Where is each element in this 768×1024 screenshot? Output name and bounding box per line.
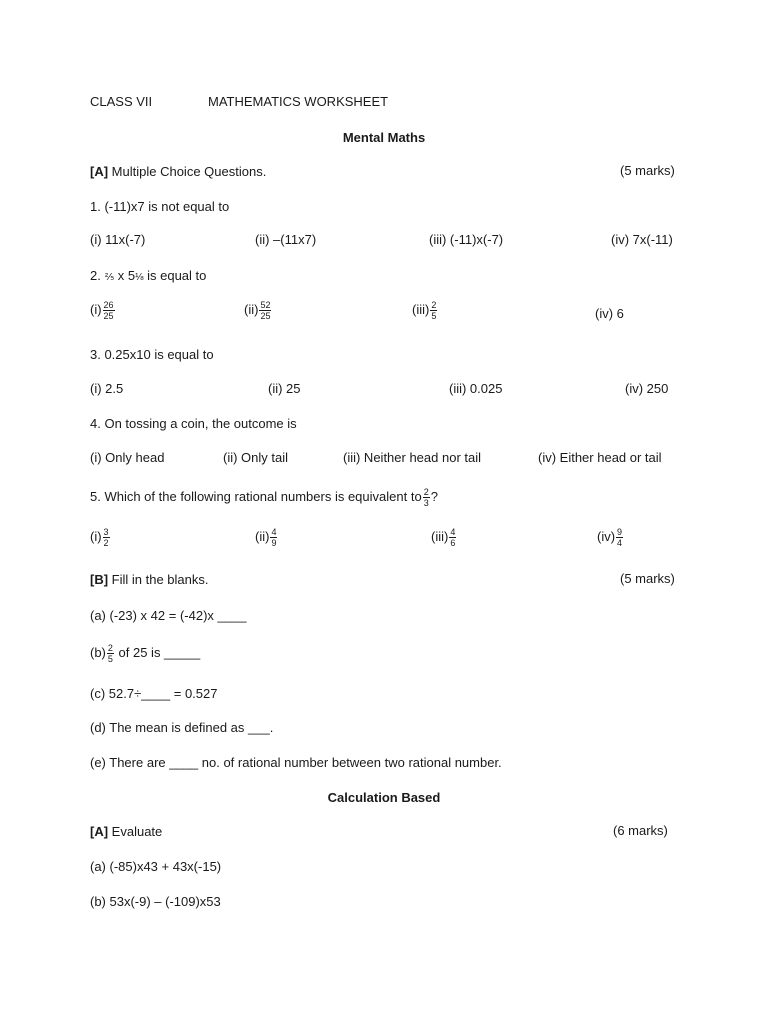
q2-option-iv: (iv) 6 — [595, 306, 624, 321]
item-label: (b) — [90, 644, 106, 660]
blank-d: (d) The mean is defined as ___. — [90, 720, 274, 735]
numerator: 3 — [103, 527, 109, 537]
q2-fraction-1: ⅖ — [104, 272, 115, 283]
q5-text: 5. Which of the following rational numbers is equivalent to — [90, 488, 422, 504]
option-label: (ii) — [244, 301, 259, 317]
q4-option-iii: (iii) Neither head nor tail — [343, 450, 482, 465]
item-text: of 25 is _____ — [118, 644, 201, 660]
denominator: 4 — [617, 538, 623, 548]
denominator: 2 — [103, 538, 109, 548]
blank-b-fraction — [107, 643, 114, 664]
numerator: 9 — [617, 527, 623, 537]
blank-c: (c) 52.7÷____ = 0.527 — [90, 686, 218, 701]
section-title-mental-maths: Mental Maths — [342, 130, 426, 145]
option-label: (iv) — [597, 528, 616, 544]
part-text: Multiple Choice Questions. — [111, 164, 267, 179]
numerator: 2 — [431, 300, 437, 310]
blank-b — [90, 643, 678, 664]
q1-option-iv: (iv) 7x(-11) — [611, 232, 673, 247]
q2-fraction-2: ⅛ — [135, 272, 144, 283]
q1-option-ii: (ii) –(11x7) — [255, 232, 317, 247]
option-fraction — [449, 527, 456, 548]
q2-option-i — [90, 300, 116, 321]
q3-option-iii: (iii) 0.025 — [449, 381, 503, 396]
option-fraction — [103, 527, 110, 548]
part-text: Fill in the blanks. — [111, 572, 209, 587]
numerator: 2 — [423, 487, 429, 497]
q2-option-ii — [244, 300, 272, 321]
q5-fraction — [423, 487, 430, 508]
q3-option-iv: (iv) 250 — [625, 381, 669, 396]
class-label: CLASS VII — [90, 94, 153, 109]
q4-option-iv: (iv) Either head or tail — [538, 450, 662, 465]
question-2 — [90, 267, 678, 287]
q1-option-i: (i) 11x(-7) — [90, 232, 146, 247]
evaluate-heading — [90, 823, 678, 841]
section-title-calculation-based: Calculation Based — [327, 790, 441, 805]
worksheet-title: MATHEMATICS WORKSHEET — [208, 94, 389, 109]
part-label: [A] — [90, 164, 109, 179]
option-label: (i) — [90, 301, 102, 317]
option-label: (iii) — [431, 528, 449, 544]
option-fraction — [259, 300, 271, 321]
evaluate-a: (a) (-85)x43 + 43x(-15) — [90, 859, 222, 874]
numerator: 2 — [107, 643, 113, 653]
numerator: 4 — [450, 527, 456, 537]
q5-question-mark: ? — [430, 488, 438, 504]
question-1: 1. (-11)x7 is not equal to — [90, 199, 230, 214]
q1-option-iii: (iii) (-11)x(-7) — [429, 232, 504, 247]
blank-a: (a) (-23) x 42 = (-42)x ____ — [90, 608, 247, 623]
q3-option-ii: (ii) 25 — [268, 381, 301, 396]
q2-option-iii — [412, 300, 438, 321]
question-4: 4. On tossing a coin, the outcome is — [90, 416, 297, 431]
denominator: 5 — [431, 311, 437, 321]
numerator: 4 — [271, 527, 277, 537]
mcq-marks: (5 marks) — [620, 163, 675, 178]
part-label: [A] — [90, 824, 109, 839]
numerator: 52 — [260, 300, 271, 310]
part-text: Evaluate — [111, 824, 163, 839]
denominator: 9 — [271, 538, 277, 548]
fill-blanks-marks: (5 marks) — [620, 571, 675, 586]
question-5 — [90, 487, 678, 508]
q5-option-i — [90, 527, 111, 548]
evaluate-marks: (6 marks) — [613, 823, 668, 838]
q5-option-ii — [255, 527, 278, 548]
question-3: 3. 0.25x10 is equal to — [90, 347, 214, 362]
q5-option-iv — [597, 527, 624, 548]
denominator: 3 — [423, 498, 429, 508]
q3-option-i: (i) 2.5 — [90, 381, 124, 396]
numerator: 26 — [103, 300, 114, 310]
option-label: (ii) — [255, 528, 270, 544]
denominator: 6 — [450, 538, 456, 548]
denominator: 5 — [107, 654, 113, 664]
q2-number: 2. — [90, 268, 101, 283]
option-fraction — [270, 527, 277, 548]
q4-option-ii: (ii) Only tail — [223, 450, 289, 465]
evaluate-b: (b) 53x(-9) – (-109)x53 — [90, 894, 221, 909]
denominator: 25 — [103, 311, 114, 321]
q2-operator: x 5 — [117, 268, 136, 283]
mcq-heading — [90, 163, 678, 181]
fill-blanks-heading — [90, 571, 678, 589]
q5-option-iii — [431, 527, 457, 548]
blank-e: (e) There are ____ no. of rational number between two rational number. — [90, 755, 502, 770]
option-fraction — [103, 300, 115, 321]
option-label: (iii) — [412, 301, 430, 317]
option-label: (i) — [90, 528, 102, 544]
q2-text: is equal to — [147, 268, 207, 283]
option-fraction — [616, 527, 623, 548]
part-label: [B] — [90, 572, 109, 587]
denominator: 25 — [260, 311, 271, 321]
q4-option-i: (i) Only head — [90, 450, 165, 465]
option-fraction — [430, 300, 437, 321]
